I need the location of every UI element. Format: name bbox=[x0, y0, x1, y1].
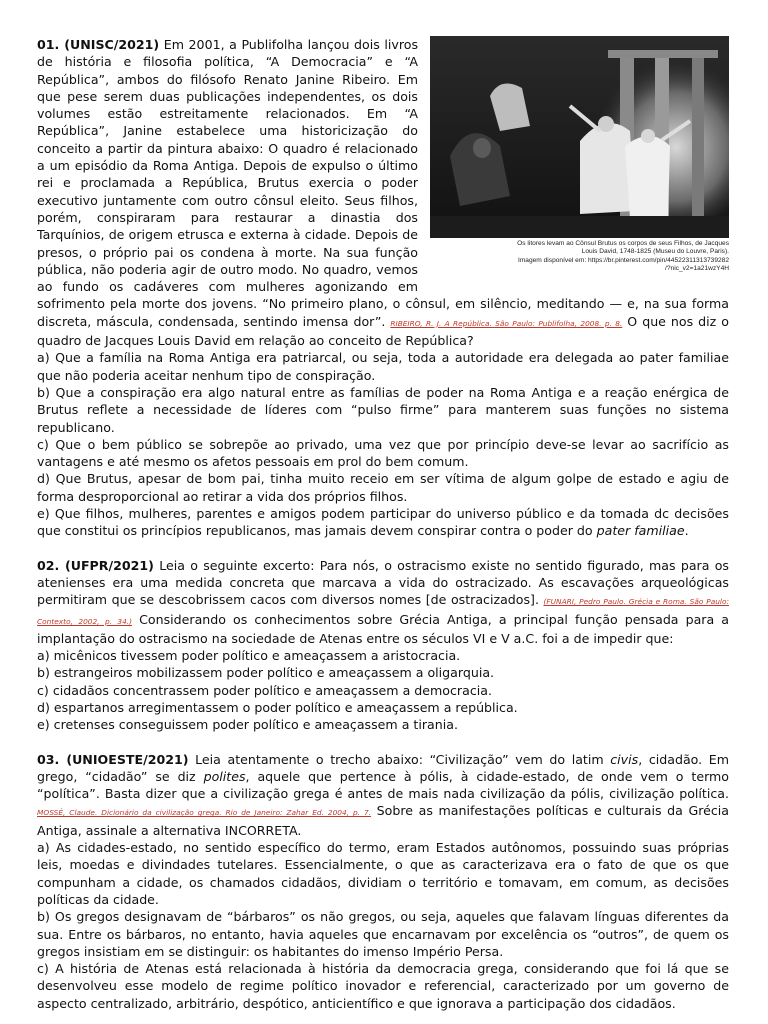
question-1-option-b[interactable]: b) Que a conspiração era algo natural entre as famílias de poder na Roma Antiga e a reação enérgica de Brutus reflete a necessidade de líderes com “pulso firme” para manterem suas funções no sistema republicano. bbox=[37, 384, 729, 435]
question-3-reference: MOSSÉ, Claude. Dicionário da civilização grega. Rio de Janeiro: Zahar Ed. 2004, p. 7. bbox=[37, 808, 372, 818]
question-3-prompt: Sobre as manifestações políticas e culturais da Grécia Antiga, assinale a alternativa INCORRETA. bbox=[37, 803, 729, 838]
question-3-header: 03. (UNIOESTE/2021) bbox=[37, 751, 189, 767]
question-3-intro: , cidadão. Em grego, “cidadão” se diz bbox=[37, 751, 729, 784]
question-2-option-e[interactable]: e) cretenses conseguissem poder político e ameaçassem a tirania. bbox=[37, 717, 458, 733]
worksheet-page bbox=[37, 36, 729, 1012]
question-2-option-b[interactable]: b) estrangeiros mobilizassem poder político e ameaçassem a oligarquia. bbox=[37, 665, 495, 681]
question-1-option-c[interactable]: c) Que o bem público se sobrepõe ao privado, uma vez que por princípio deve-se levar ao sacrifício as vantagens e até mesmo os afetos pessoais em prol do bem comum. bbox=[37, 436, 729, 470]
question-2-option-a[interactable]: a) micênicos tivessem poder político e ameaçassem a aristocracia. bbox=[37, 648, 461, 664]
caption-line: /?nic_v2=1a21wzY4H bbox=[665, 265, 729, 273]
question-1-prompt: O que nos diz o quadro de Jacques Louis David em relação ao conceito de República? bbox=[37, 313, 729, 349]
caption-line: Imagem disponível em: https://br.pinterest.com/pin/445223113137392​82 bbox=[517, 256, 729, 264]
greek-term: polites bbox=[203, 768, 246, 784]
question-1-option-a[interactable]: a) Que a família na Roma Antiga era patriarcal, ou seja, toda a autoridade era delegada ao pater familiae que não poderia aceitar nenhum tipo de conspiração. bbox=[37, 350, 729, 383]
question-3-option-c[interactable]: c) A história de Atenas está relacionada à história da democracia grega, considerando que foi lá que se desenvolveu esse modelo de regime político inovador e referencial, caracterizado por um governo de aspecto centralizado, arbitrário, despótico, anticientífico e que ignorava a participação dos cidadãos. bbox=[37, 961, 729, 1011]
spacer bbox=[37, 734, 729, 751]
brutus-painting-image bbox=[430, 36, 729, 238]
question-3-intro: Leia atentamente o trecho abaixo: “Civilização” vem do latim bbox=[188, 751, 611, 767]
question-3-option-b[interactable]: b) Os gregos designavam de “bárbaros” os não gregos, ou seja, aqueles que falavam línguas diferentes da sua. Entre os bárbaros, no entanto, havia aqueles que encarnavam por excelência os “outros”, de quem os gregos insistiam em se distinguir: os habitantes do imenso Império Persa. bbox=[37, 909, 729, 959]
caption-line: Louis David, 1748-1825 (Museu do Louvre, Paris). bbox=[581, 248, 729, 256]
question-1-header: 01. (UNISC/2021) bbox=[37, 37, 160, 52]
spacer bbox=[37, 540, 729, 557]
question-2-option-d[interactable]: d) espartanos arregimentassem o poder político e ameaçassem a república. bbox=[37, 699, 518, 715]
question-2-header: 02. (UFPR/2021) bbox=[37, 557, 154, 573]
question-2-statement bbox=[37, 557, 729, 647]
question-1-reference: RIBEIRO, R. J. A República. São Paulo: Publifolha, 2008. p. 8. bbox=[390, 318, 623, 328]
question-2-option-c[interactable]: c) cidadãos concentrassem poder político e ameaçassem a democracia. bbox=[37, 682, 492, 698]
question-1-option-d[interactable]: d) Que Brutus, apesar de bom pai, tinha muito receio em ser vítima de algum golpe de estado e agiu de forma desproporcional ao retirar a vida dos próprios filhos. bbox=[37, 471, 729, 504]
option-text: e) Que filhos, mulheres, parentes e amigos podem participar do universo público e da tomada dc decisões que constitui os princípios republicanos, mas jamais devem conspirar contra o poder do bbox=[37, 506, 729, 539]
painting-figure bbox=[430, 36, 729, 278]
option-italic-term: pater familiae bbox=[596, 523, 685, 539]
question-3-option-a[interactable]: a) As cidades-estado, no sentido específico do termo, eram Estados autônomos, possuindo suas próprias leis, moedas e divindades tutelares. Essencialmente, o que as caracterizava era o fato de que os que compunham a cidade, os chamados cidadãos, dividiam o território e tomavam, em comum, as decisões políticas da cidade. bbox=[37, 840, 729, 907]
option-text-end: . bbox=[684, 523, 689, 539]
question-3-intro: , aquele que pertence à pólis, à cidade-estado, de onde vem o termo “política”. Basta dizer que a civilização grega é antes de mais nada civilização da pólis, civilização política. bbox=[37, 768, 729, 802]
question-2-reference: (FUNARI, Pedro Paulo. Grécia e Roma. São Paulo: Contexto, 2002, p. 34.) bbox=[37, 597, 729, 626]
question-2-prompt: Considerando os conhecimentos sobre Grécia Antiga, a principal função pensada para a implantação do ostracismo na sociedade de Atenas entre os séculos VI e V a.C. foi a de impedir que: bbox=[37, 611, 729, 646]
question-2-intro: Leia o seguinte excerto: Para nós, o ostracismo existe no sentido figurado, mas para os atenienses era uma medida concreta que marcava a vida do ostracizado. As escavações arqueológicas permitiram que se descobrissem cacos com diversos nomes [de ostracizados]. bbox=[37, 557, 729, 608]
latin-term: civis bbox=[610, 751, 639, 767]
caption-line: Os litores levam ao Cônsul Brutus os corpos de seus Filhos, de Jacques bbox=[517, 240, 729, 247]
question-1-intro: Em 2001, a Publifolha lançou dois livros de história e filosofia política, “A Democracia” e “A República”, ambos do filósofo Renato Janine Ribeiro. Em que pese serem duas publicações independentes, os dois volumes estão estreitamente relacionados. Em “A República”, Janine estabelece uma historicização do conceito a partir da pintura abaixo: O quadro é relacionado a um episódio da Roma Antiga. Depois de expulso o último rei e proclamada a República, Brutus exercia o poder executivo juntamente com outro cônsul eleito. Seus filhos, porém, conspiraram para restaurar a dinastia dos Tarquínios, de origem etrusca e externa à cidade. Depois de presos, o próprio pai os condena à morte. Na sua função pública, não poderia agir de outro modo. No quadro, vemos ao fundo os cadáveres com mulheres agonizando em sofrimento pela morte dos jovens. “No primeiro plano, o cônsul, em silêncio, meditando — e, na sua forma discreta, máscula, condensada, sentindo imensa dor”. bbox=[37, 37, 729, 329]
painting-caption bbox=[430, 240, 729, 274]
question-1-option-e[interactable] bbox=[37, 505, 729, 540]
question-3-statement bbox=[37, 751, 729, 839]
